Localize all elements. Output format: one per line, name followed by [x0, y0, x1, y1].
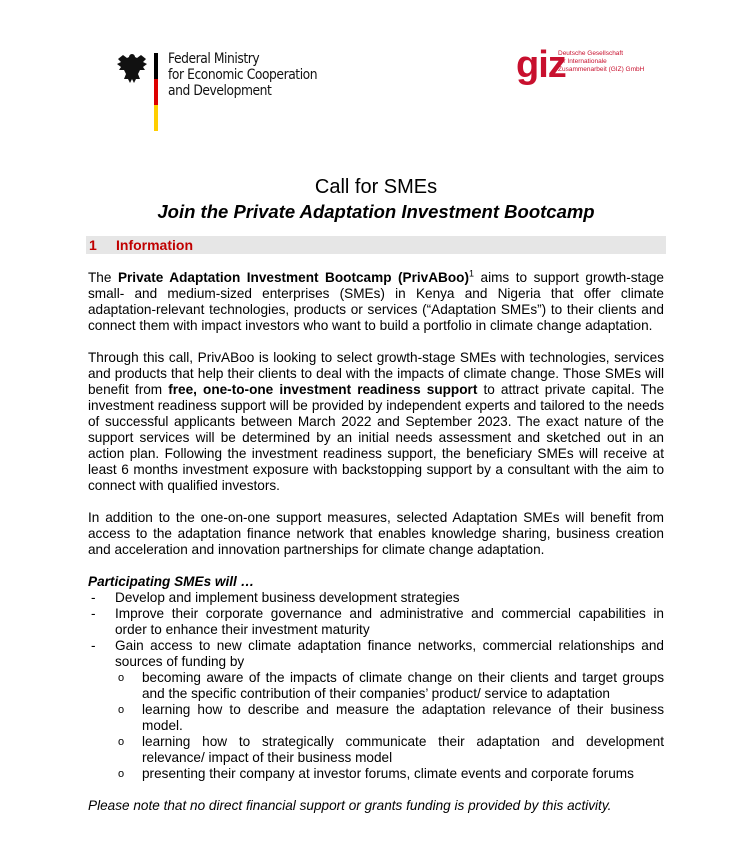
section-heading [86, 236, 666, 254]
sublist-item-text: becoming aware of the impacts of climate change on their clients and target groups and the specific contribution of their companies’ product/ service to adaptation [142, 670, 664, 701]
document-header [116, 44, 676, 138]
bmz-line: Federal Ministry [168, 51, 260, 67]
giz-logo: giz [516, 44, 566, 86]
list-item-text: Improve their corporate governance and administrative and commercial capabilities in order to enhance their investment maturity [115, 606, 664, 637]
dash-bullet: - [91, 590, 96, 605]
program-name: Private Adaptation Investment Bootcamp (PrivABoo) [117, 270, 469, 285]
sublist-item [88, 702, 664, 734]
circle-bullet-icon: o [118, 736, 125, 748]
section-number: 1 [89, 237, 97, 253]
sublist-item-text: learning how to strategically communicate their adaptation and development relevance/ impact of their business model [142, 734, 664, 765]
circle-bullet-icon: o [118, 704, 125, 716]
bmz-line: for Economic Cooperation [168, 67, 318, 83]
bmz-line: and Development [168, 83, 272, 99]
list-item-text: Develop and implement business development strategies [115, 590, 460, 605]
bmz-logo-text [168, 51, 317, 99]
text: to attract private capital. The investment readiness support will be provided by independent experts and tailored to the needs of successful applicants between March 2022 and September 2023. The exact nature of the support services will be determined by an initial needs assessment and sketched out in an action plan. Following the investment readiness support, the beneficiary SMEs will receive at least 6 months investment exposure with backstopping support by a consultant with the aim to connect with qualified investors. [88, 382, 665, 493]
federal-eagle-icon [116, 52, 148, 86]
paragraph-intro [88, 270, 664, 334]
list-item-text: Gain access to new climate adaptation finance networks, commercial relationships and sources of funding by [115, 638, 664, 669]
dash-bullet: - [91, 638, 96, 653]
sublist-item [88, 734, 664, 766]
circle-bullet-icon: o [118, 768, 125, 780]
sublist-item-text: learning how to describe and measure the adaptation relevance of their business model. [142, 702, 664, 733]
giz-logo-text [558, 50, 644, 74]
emphasis: free, one-to-one investment readiness support [168, 382, 478, 397]
section-label: Information [116, 237, 193, 253]
list-item [88, 638, 664, 670]
giz-line: für Internationale [558, 58, 607, 65]
list-title: Participating SMEs will … [88, 574, 255, 589]
sublist-item [88, 766, 664, 782]
document-body [88, 270, 664, 814]
dash-bullet: - [91, 606, 96, 621]
document-title: Call for SMEs [314, 176, 438, 198]
german-flag-bar [154, 53, 158, 131]
list-item [88, 606, 664, 638]
sublist-item-text: presenting their company at investor forums, climate events and corporate forums [142, 766, 634, 781]
giz-line: Zusammenarbeit (GIZ) GmbH [558, 66, 645, 73]
paragraph-network: In addition to the one-on-one support measures, selected Adaptation SMEs will benefit from access to the adaptation finance network that enables knowledge sharing, business creation and acceleration and innovation partnerships for climate change adaptation. [88, 510, 664, 557]
sublist-item [88, 670, 664, 702]
footnote-ref[interactable]: 1 [469, 268, 475, 279]
benefits-list [88, 590, 664, 782]
document-subtitle: Join the Private Adaptation Investment Bootcamp [157, 201, 595, 222]
circle-bullet-icon: o [118, 672, 125, 684]
text: Through this call, PrivABoo is looking to select growth-stage SMEs with technologies, services and products that help their clients to deal with the impacts of climate change. Those SMEs will benefit from [88, 350, 664, 397]
paragraph-call [88, 350, 664, 494]
funding-note: Please note that no direct financial support or grants funding is provided by this activity. [88, 798, 612, 813]
list-item [88, 590, 664, 606]
text: aims to support growth-stage small- and medium-sized enterprises (SMEs) in Kenya and Nigeria that offer climate adaptation-relevant technologies, products or services (“Adaptation SMEs”) to their clients and connect them with impact investors who want to build a portfolio in climate change adaptation. [88, 270, 664, 333]
giz-line: Deutsche Gesellschaft [558, 50, 624, 57]
text: The [88, 270, 118, 285]
